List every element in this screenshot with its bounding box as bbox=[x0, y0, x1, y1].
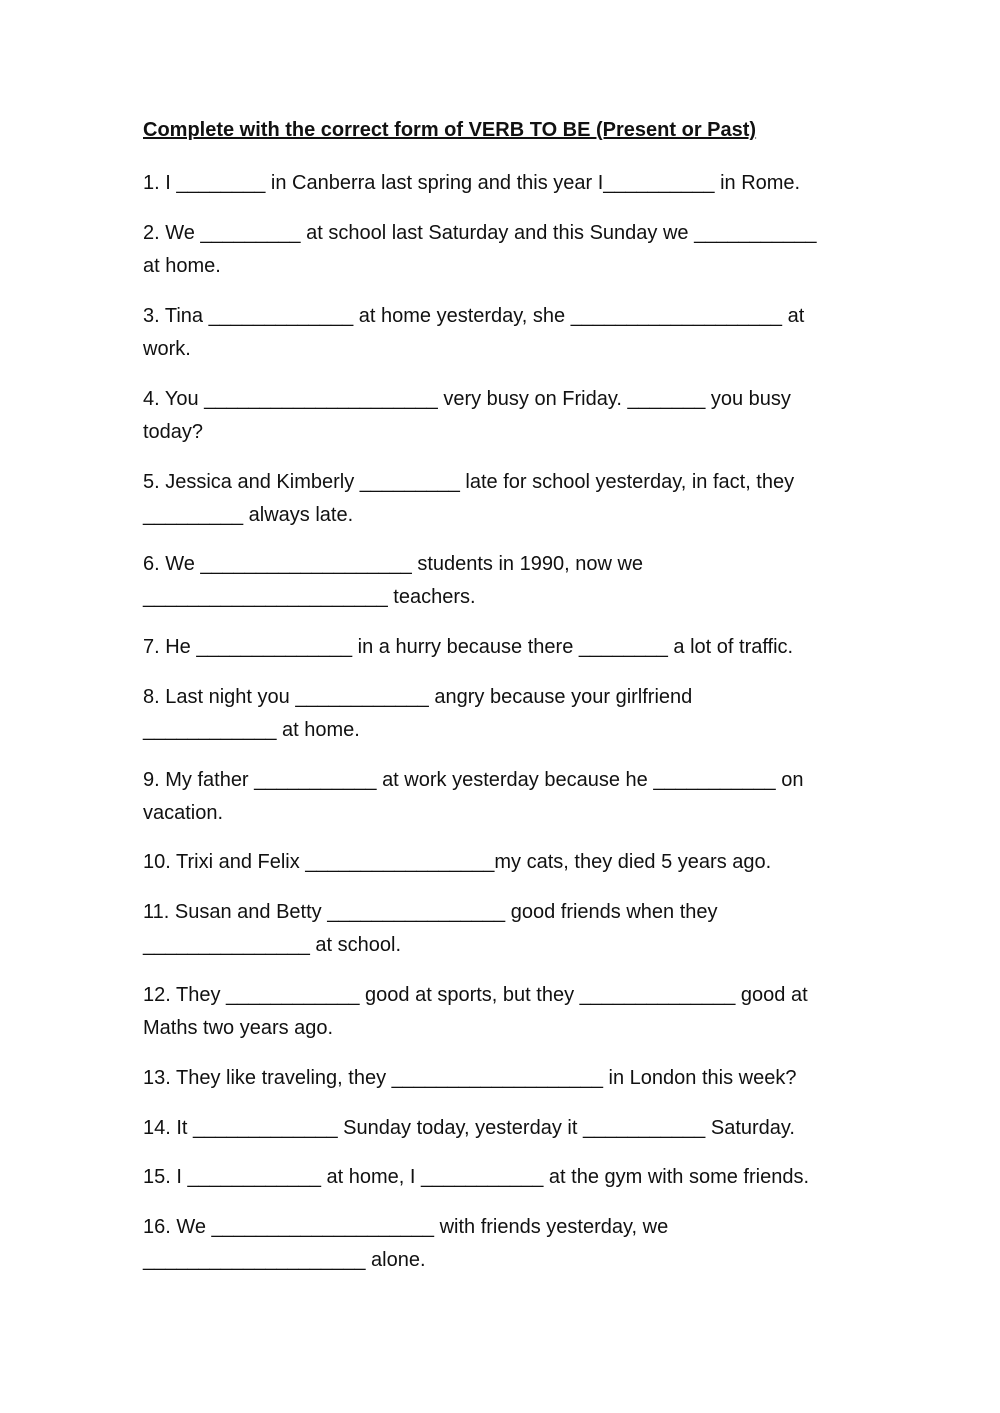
exercise-line-continued: at home. bbox=[143, 255, 221, 277]
exercise-line: 13. They like traveling, they ___________________ in London this week? bbox=[143, 1067, 797, 1089]
exercise-line: 2. We _________ at school last Saturday and this Sunday we ___________ bbox=[143, 222, 817, 244]
exercise-line: 5. Jessica and Kimberly _________ late for school yesterday, in fact, they bbox=[143, 471, 795, 493]
exercise-item bbox=[143, 1161, 873, 1194]
exercise-line-continued: ____________ at home. bbox=[143, 719, 360, 741]
exercise-line: 6. We ___________________ students in 1990, now we bbox=[143, 553, 644, 575]
exercise-line-continued: ______________________ teachers. bbox=[143, 586, 476, 608]
exercise-line-continued: vacation. bbox=[143, 802, 224, 824]
exercise-line-continued: Maths two years ago. bbox=[143, 1017, 334, 1039]
exercise-line: 10. Trixi and Felix _________________my cats, they died 5 years ago. bbox=[143, 851, 772, 873]
exercise-line-continued: ____________________ alone. bbox=[143, 1249, 426, 1271]
exercise-line: 12. They ____________ good at sports, but they ______________ good at bbox=[143, 984, 808, 1006]
exercise-item bbox=[143, 300, 873, 366]
exercise-line: 7. He ______________ in a hurry because there ________ a lot of traffic. bbox=[143, 636, 794, 658]
worksheet-title: Complete with the correct form of VERB TO BE (Present or Past) bbox=[143, 119, 757, 141]
exercise-item bbox=[143, 217, 873, 283]
exercise-line: 16. We ____________________ with friends yesterday, we bbox=[143, 1216, 669, 1238]
exercise-line: 15. I ____________ at home, I ___________ at the gym with some friends. bbox=[143, 1166, 810, 1188]
exercise-line: 8. Last night you ____________ angry because your girlfriend bbox=[143, 686, 693, 708]
exercise-item bbox=[143, 681, 873, 747]
exercise-item bbox=[143, 979, 873, 1045]
exercise-item bbox=[143, 846, 873, 879]
exercise-line: 9. My father ___________ at work yesterday because he ___________ on bbox=[143, 769, 804, 791]
exercise-line: 11. Susan and Betty ________________ good friends when they bbox=[143, 901, 718, 923]
exercise-item bbox=[143, 631, 873, 664]
exercise-item bbox=[143, 764, 873, 830]
exercise-item bbox=[143, 896, 873, 962]
exercise-item bbox=[143, 1062, 873, 1095]
exercise-item bbox=[143, 1211, 873, 1277]
exercise-line: 1. I ________ in Canberra last spring and this year I__________ in Rome. bbox=[143, 172, 801, 194]
exercise-item bbox=[143, 466, 873, 532]
exercise-line-continued: today? bbox=[143, 421, 204, 443]
exercise-item bbox=[143, 548, 873, 614]
exercise-line-continued: _______________ at school. bbox=[143, 934, 402, 956]
exercise-item bbox=[143, 1112, 873, 1145]
exercise-item bbox=[143, 383, 873, 449]
exercise-line: 4. You _____________________ very busy on Friday. _______ you busy bbox=[143, 388, 791, 410]
exercise-line-continued: _________ always late. bbox=[143, 504, 354, 526]
exercise-item bbox=[143, 167, 873, 200]
exercise-line: 14. It _____________ Sunday today, yesterday it ___________ Saturday. bbox=[143, 1117, 795, 1139]
exercise-line: 3. Tina _____________ at home yesterday, she ___________________ at bbox=[143, 305, 805, 327]
exercise-line-continued: work. bbox=[143, 338, 191, 360]
